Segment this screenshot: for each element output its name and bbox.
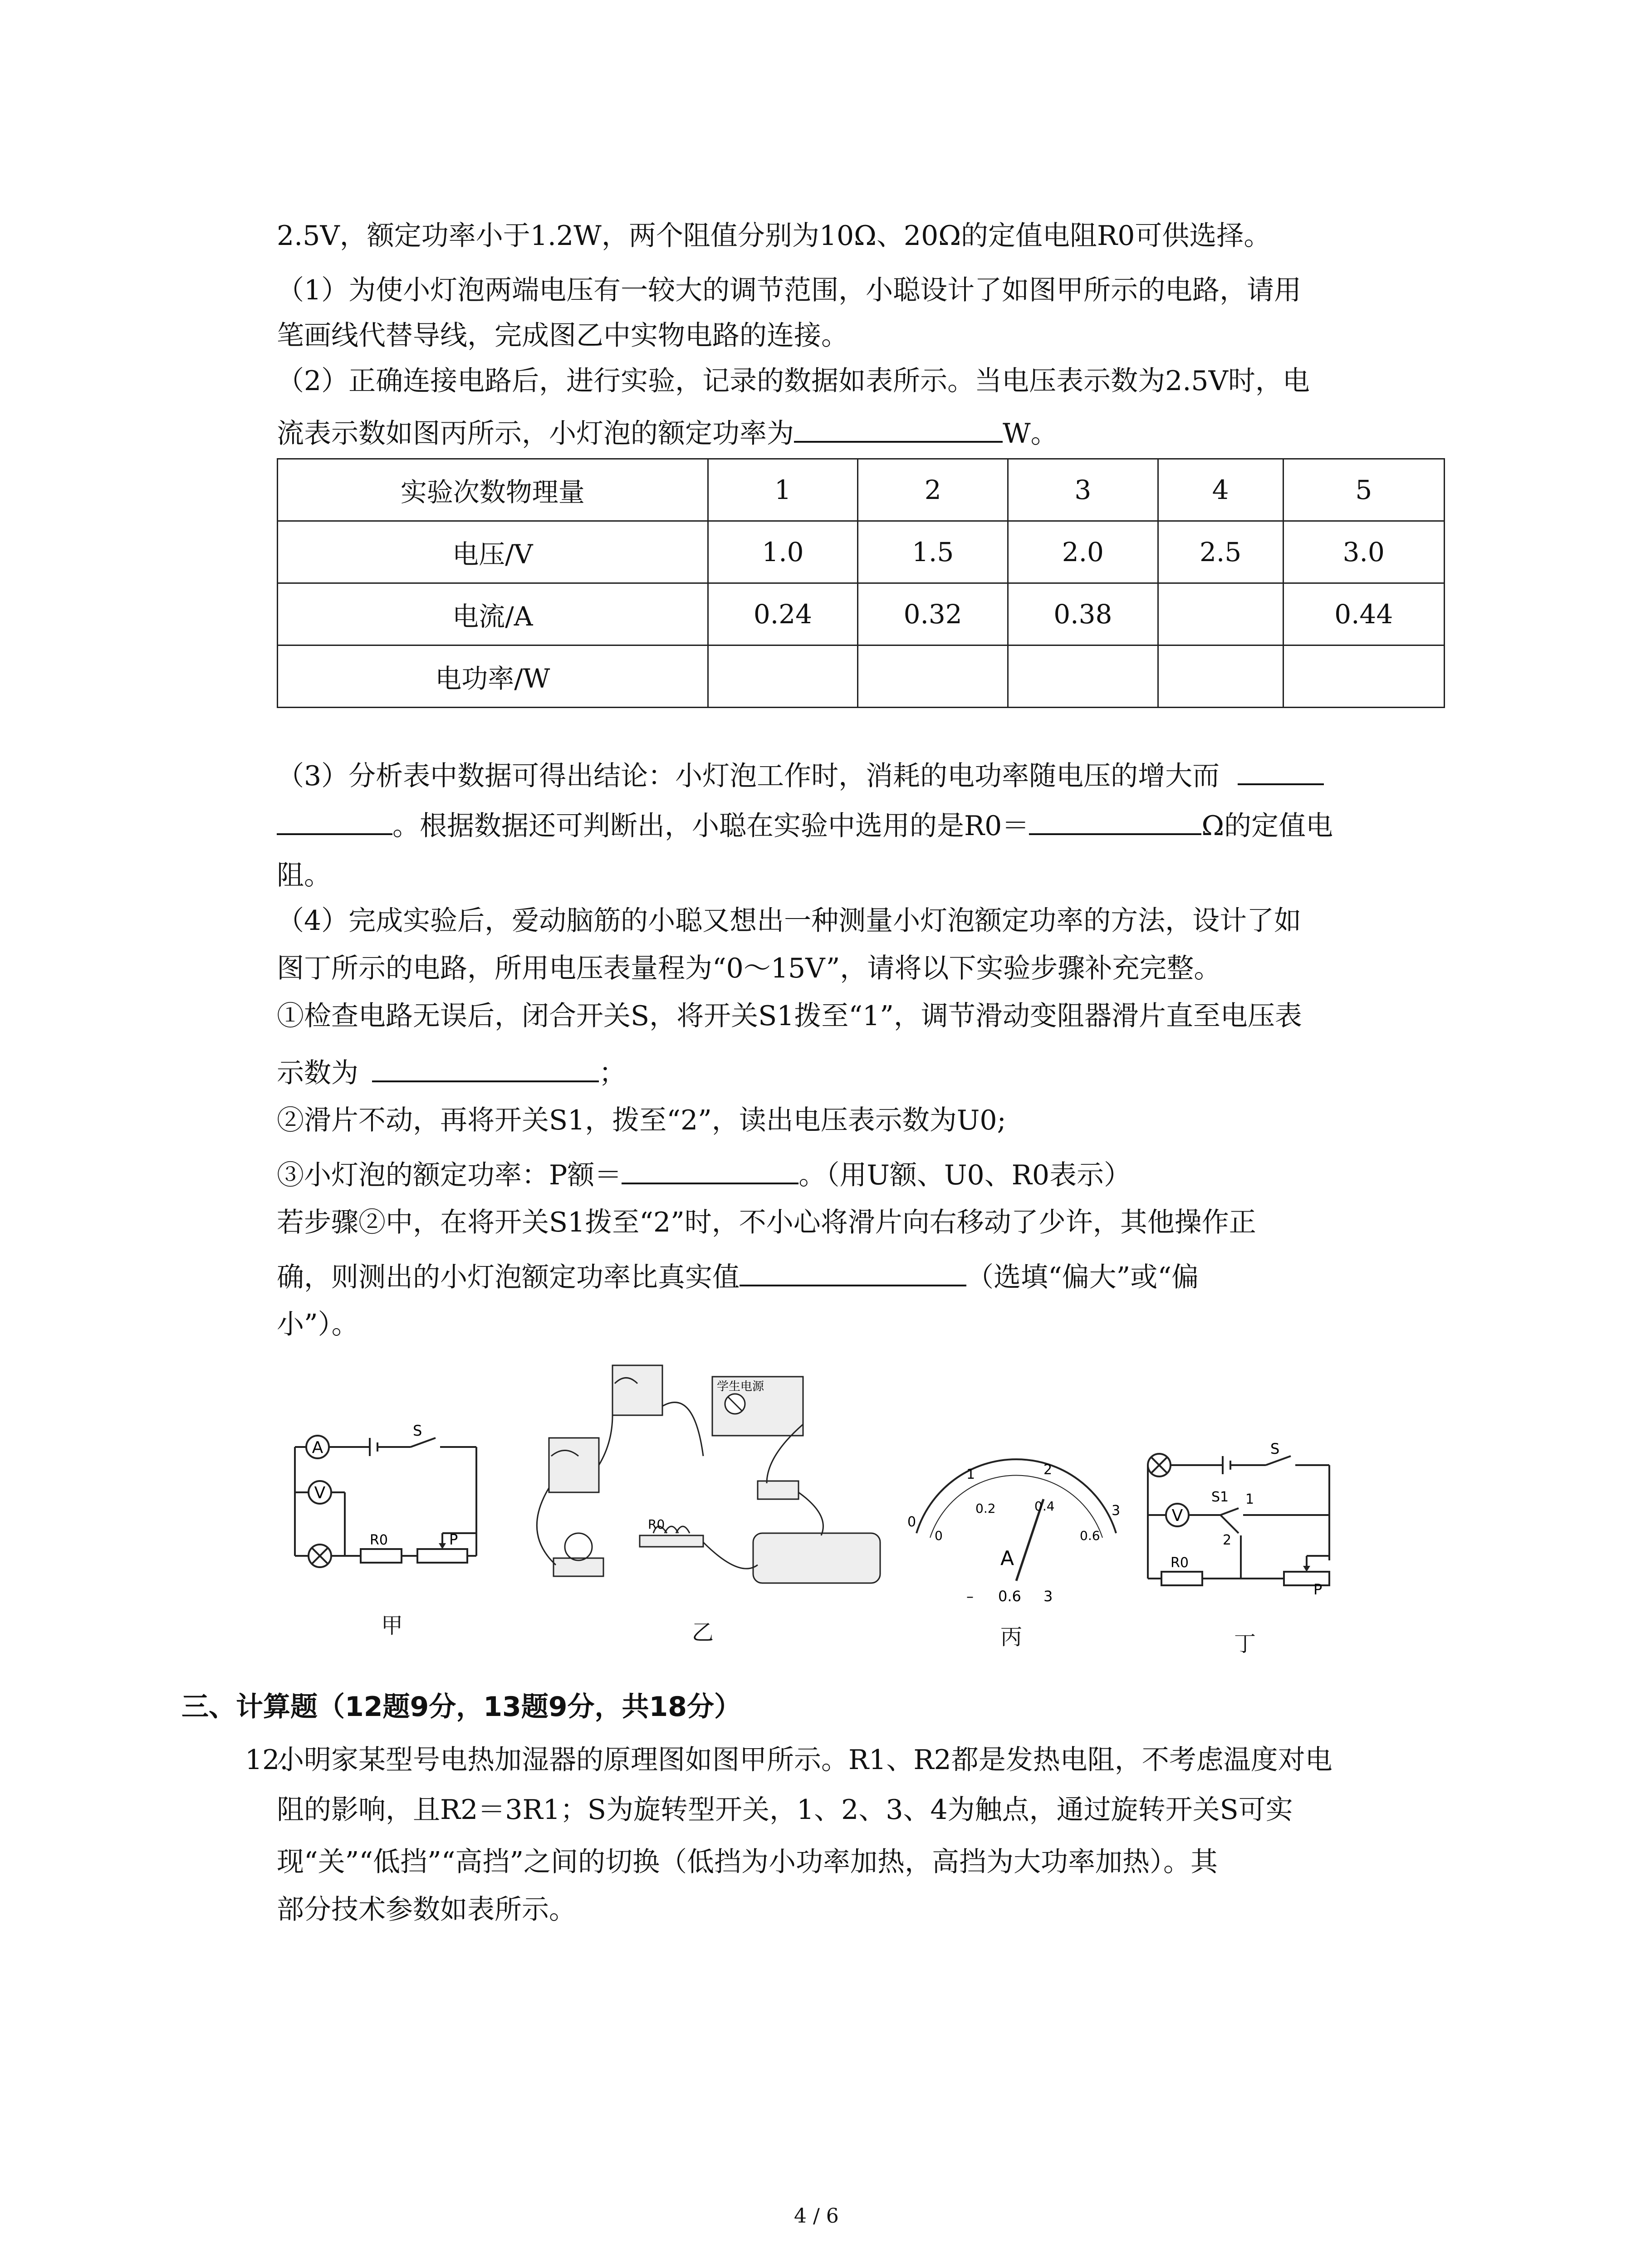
resistor-base-icon [640,1535,703,1547]
scale-top-1: 1 [966,1466,975,1482]
table-cell: 0.38 [1008,583,1158,645]
text-line-13: ②滑片不动，再将开关S1，拨至“2”，读出电压表示数为U0; [277,1105,1006,1136]
caption-ding: 丁 [1234,1631,1256,1657]
question-number-12: 12. [245,1744,289,1776]
switch-label-ding: S [1270,1442,1280,1457]
section-title: 三、计算题（12题9分，13题9分，共18分） [181,1691,741,1723]
ammeter-meter-icon [612,1365,662,1415]
text-line-7 [277,805,1333,844]
table-cell: 1.5 [858,521,1008,583]
voltmeter-label: V [314,1484,326,1502]
text-line-14a: ③小灯泡的额定功率：P额＝ [277,1159,622,1191]
table-cell[interactable] [1158,583,1283,645]
scale-bottom-3: 0.6 [1080,1528,1100,1543]
resistor-label-yi: R0 [648,1517,665,1532]
page-number: 4 / 6 [794,2204,839,2228]
text-line-2: （1）为使小灯泡两端电压有一较大的调节范围，小聪设计了如图甲所示的电路，请用 [277,274,1302,306]
table-header-cell: 1 [708,459,858,521]
table-cell: 2.5 [1158,521,1283,583]
terminal-0.6: 0.6 [998,1588,1021,1605]
table-row [278,583,1445,645]
table-cell: 1.0 [708,521,858,583]
resistor-label: R0 [370,1532,388,1548]
table-header-row [278,459,1445,521]
text-line-11: ①检查电路无误后，闭合开关S，将开关S1拨至“1”，调节滑动变阻器滑片直至电压表 [277,1000,1302,1032]
table-header-cell: 5 [1283,459,1444,521]
table-cell[interactable] [1283,645,1444,708]
text-line-12 [277,1052,626,1091]
table-cell: 电流/A [278,583,708,645]
text-line-12a: 示数为 [277,1057,358,1089]
table-row [278,645,1445,708]
q12-line-4: 部分技术参数如表所示。 [277,1894,576,1926]
caption-yi: 乙 [692,1620,714,1645]
bulb-icon [565,1533,592,1560]
scale-top-0: 0 [907,1514,916,1530]
scale-top-3: 3 [1112,1503,1121,1519]
text-line-5b: W。 [1003,418,1058,450]
q12-line-1: 小明家某型号电热加湿器的原理图如图甲所示。R1、R2都是发热电阻，不考虑温度对电 [277,1744,1332,1776]
text-line-16a: 确，则测出的小灯泡额定功率比真实值 [277,1261,740,1293]
text-line-6a: （3）分析表中数据可得出结论：小灯泡工作时，消耗的电功率随电压的增大而 [277,760,1220,792]
text-line-16b: （选填“偏大”或“偏 [966,1261,1199,1293]
answer-blank-bias[interactable] [740,1256,966,1286]
scale-bottom-2: 0.4 [1034,1499,1055,1514]
text-line-5 [277,413,1058,452]
table-cell[interactable] [858,645,1008,708]
voltmeter-label-ding: V [1171,1506,1183,1525]
voltmeter-meter-icon [549,1438,599,1492]
table-cell: 电压/V [278,521,708,583]
dial-arc [916,1459,1116,1533]
power-supply-label: 学生电源 [717,1380,764,1393]
text-line-17: 小”）。 [277,1309,359,1340]
table-cell: 3.0 [1283,521,1444,583]
table-cell[interactable] [1008,645,1158,708]
answer-blank-r0[interactable] [1029,805,1201,835]
text-line-16 [277,1256,1199,1295]
slider-label-ding: P [1313,1581,1323,1597]
answer-blank-power[interactable] [794,413,1003,443]
switch1-label: S1 [1211,1489,1229,1505]
resistor-label-ding: R0 [1171,1555,1189,1571]
circuit-diagram-jia [281,1424,490,1574]
table-cell: 0.32 [858,583,1008,645]
table-cell: 0.44 [1283,583,1444,645]
caption-jia: 甲 [381,1613,403,1638]
caption-bing: 丙 [1000,1624,1023,1650]
text-line-15: 若步骤②中，在将开关S1拨至“2”时，不小心将滑片向右移动了少许，其他操作正 [277,1207,1256,1238]
table-row [278,521,1445,583]
text-line-14 [277,1154,1131,1193]
answer-blank-voltage[interactable] [372,1052,599,1082]
switch-icon [758,1481,798,1499]
text-line-10: 图丁所示的电路，所用电压表量程为“0～15V”，请将以下实验步骤补充完整。 [277,953,1221,984]
data-table [277,458,1445,708]
text-line-4: （2）正确连接电路后，进行实验，记录的数据如表所示。当电压表示数为2.5V时，电 [277,365,1310,397]
switch-label: S [413,1424,422,1439]
text-line-7a: 。根据数据还可判断出，小聪在实验中选用的是R0＝ [392,810,1029,842]
contact1-label: 1 [1245,1491,1254,1507]
text-line-6 [277,755,1324,794]
answer-blank-trend-part2[interactable] [277,805,392,835]
dial-arc-inner [930,1475,1102,1538]
slider-label: P [449,1531,458,1548]
text-line-1: 2.5V，额定功率小于1.2W，两个阻值分别为10Ω、20Ω的定值电阻R0可供选择。 [277,220,1271,252]
rheostat-icon [753,1533,880,1583]
answer-blank-rated-power[interactable] [622,1154,798,1184]
circuit-diagram-ding [1134,1442,1343,1597]
table-header-cell: 2 [858,459,1008,521]
q12-line-3: 现“关”“低挡”“高挡”之间的切换（低挡为小功率加热，高挡为大功率加热）。其 [277,1846,1218,1878]
ammeter-label: A [312,1438,323,1457]
dial-unit-label: A [1000,1547,1014,1570]
text-line-14b: 。（用U额、U0、R0表示） [798,1159,1132,1191]
table-header-cell: 4 [1158,459,1283,521]
table-header-cell: 实验次数物理量 [278,459,708,521]
text-line-9: （4）完成实验后，爱动脑筋的小聪又想出一种测量小灯泡额定功率的方法，设计了如 [277,905,1302,937]
table-header-cell: 3 [1008,459,1158,521]
text-line-8: 阻。 [277,860,331,891]
table-cell[interactable] [1158,645,1283,708]
table-cell: 电功率/W [278,645,708,708]
answer-blank-trend-part1[interactable] [1238,755,1324,785]
text-line-12b: ； [599,1057,626,1089]
table-cell[interactable] [708,645,858,708]
ammeter-dial-bing [898,1447,1134,1610]
q12-line-2: 阻的影响，且R2＝3R1；S为旋转型开关，1、2、3、4为触点，通过旋转开关S可实 [277,1794,1293,1826]
scale-bottom-1: 0.2 [975,1501,996,1516]
table-cell: 0.24 [708,583,858,645]
apparatus-diagram-yi [504,1352,912,1624]
table-cell: 2.0 [1008,521,1158,583]
contact2-label: 2 [1223,1532,1232,1548]
text-line-5a: 流表示数如图丙所示，小灯泡的额定功率为 [277,418,794,450]
scale-bottom-0: 0 [935,1528,943,1543]
text-line-7b: Ω的定值电 [1201,810,1333,842]
terminal-3: 3 [1043,1588,1053,1605]
scale-top-2: 2 [1043,1462,1053,1478]
terminal-minus: – [966,1588,974,1605]
text-line-3: 笔画线代替导线，完成图乙中实物电路的连接。 [277,320,848,352]
